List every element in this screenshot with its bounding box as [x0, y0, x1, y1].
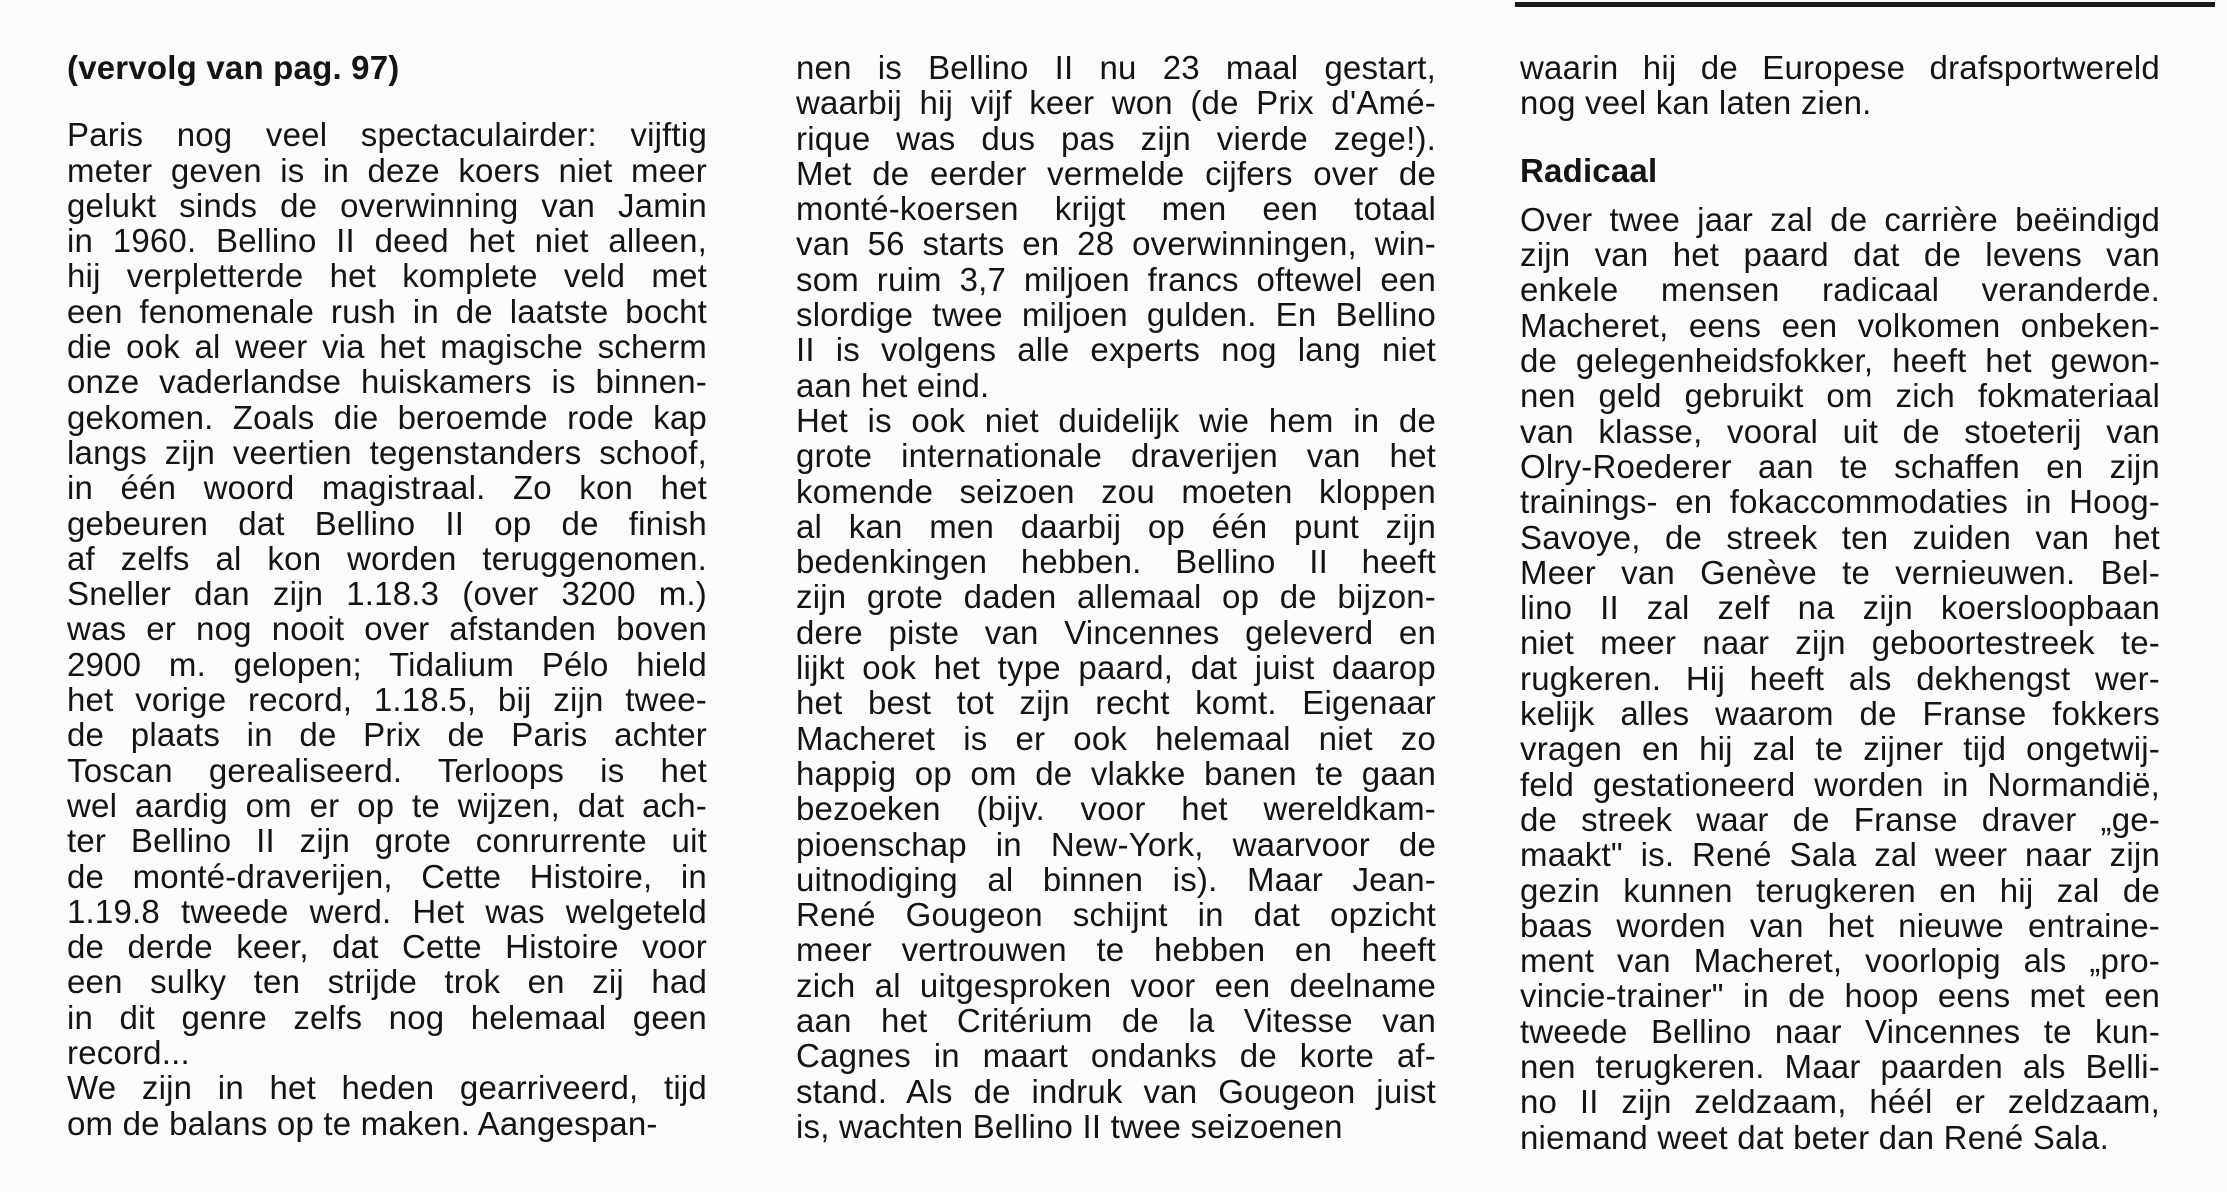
paragraph — [796, 403, 1436, 1144]
column-2 — [796, 50, 1436, 1144]
text-line: aan het Critérium de la Vitesse van — [796, 1002, 1436, 1040]
text-line: Macheret, eens een volkomen onbeken- — [1520, 306, 2160, 344]
text-line: vincie-trainer" in de hoop eens met een — [1520, 977, 2160, 1015]
text-line: niemand weet dat beter dan René Sala. — [1520, 1118, 2109, 1156]
text-line: een sulky ten strijde trok en zij had — [67, 963, 707, 1001]
text-line: zich al uitgesproken voor een deelname — [796, 966, 1436, 1004]
text-line: gelukt sinds de overwinning van Jamin — [67, 186, 707, 224]
text-line: in één woord magistraal. Zo kon het — [67, 469, 707, 507]
paragraph — [67, 117, 707, 1070]
text-line: bezoeken (bijv. voor het wereldkam- — [796, 790, 1436, 828]
text-line: in dit genre zelfs nog helemaal geen — [67, 998, 707, 1036]
text-line: maakt" is. René Sala zal weer naar zijn — [1520, 836, 2160, 874]
text-line: grote internationale draverijen van het — [796, 437, 1436, 475]
text-line: Sneller dan zijn 1.18.3 (over 3200 m.) — [67, 575, 707, 613]
text-line: 2900 m. gelopen; Tidalium Pélo hield — [67, 645, 707, 683]
text-line: We zijn in het heden gearriveerd, tijd — [67, 1069, 707, 1107]
text-line: kelijk alles waarom de Franse fokkers — [1520, 695, 2160, 733]
text-line: het vorige record, 1.18.5, bij zijn twee- — [67, 681, 707, 719]
text-line: 1.19.8 tweede werd. Het was welgeteld — [67, 892, 707, 930]
text-line: langs zijn veertien tegenstanders schoof, — [67, 433, 707, 471]
section-heading: Radicaal — [1520, 151, 1658, 189]
text-line: gebeuren dat Bellino II op de finish — [67, 504, 707, 542]
text-line: meter geven is in deze koers niet meer — [67, 151, 707, 189]
column-1 — [67, 50, 707, 1141]
text-line: Macheret is er ook helemaal niet zo — [796, 719, 1436, 757]
text-line: was er nog nooit over afstanden boven — [67, 610, 707, 648]
text-line: rique was dus pas zijn vierde zege!). — [796, 119, 1436, 157]
text-line: ment van Macheret, voorlopig als „pro- — [1520, 942, 2160, 980]
text-line: af zelfs al kon worden teruggenomen. — [67, 539, 707, 577]
text-line: gekomen. Zoals die beroemde rode kap — [67, 398, 707, 436]
text-line: de monté-draverijen, Cette Histoire, in — [67, 857, 707, 895]
text-line: René Gougeon schijnt in dat opzicht — [796, 896, 1436, 934]
text-line: onze vaderlandse huiskamers is binnen- — [67, 363, 707, 401]
text-line: Het is ook niet duidelijk wie hem in de — [796, 401, 1436, 439]
paragraph — [796, 50, 1436, 403]
text-line: nen terugkeren. Maar paarden als Belli- — [1520, 1048, 2160, 1086]
text-line: het best tot zijn recht komt. Eigenaar — [796, 684, 1436, 722]
text-line: komende seizoen zou moeten kloppen — [796, 472, 1436, 510]
text-line: rugkeren. Hij heeft als dekhengst wer- — [1520, 659, 2160, 697]
text-line: Toscan gerealiseerd. Terloops is het — [67, 751, 707, 789]
text-line: enkele mensen radicaal veranderde. — [1520, 271, 2160, 309]
text-line: van 56 starts en 28 overwinningen, win- — [796, 225, 1436, 263]
text-line: uitnodiging al binnen is). Maar Jean- — [796, 860, 1436, 898]
text-line: Meer van Genève te vernieuwen. Bel- — [1520, 553, 2160, 591]
text-line: nog veel kan laten zien. — [1520, 84, 1872, 122]
text-line: zijn grote daden allemaal op de bijzon- — [796, 578, 1436, 616]
text-line: al kan men daarbij op één punt zijn — [796, 507, 1436, 545]
text-line: wel aardig om er op te wijzen, dat ach- — [67, 786, 707, 824]
text-line: II is volgens alle experts nog lang niet — [796, 331, 1436, 369]
top-rule — [1515, 2, 2215, 7]
text-line: Paris nog veel spectaculairder: vijftig — [67, 116, 707, 154]
text-line: Over twee jaar zal de carrière beëindigd — [1520, 200, 2160, 238]
text-line: trainings- en fokaccommodaties in Hoog- — [1520, 483, 2160, 521]
paragraph — [67, 1070, 707, 1141]
text-line: som ruim 3,7 miljoen francs oftewel een — [796, 260, 1436, 298]
text-line: lino II zal zelf na zijn koersloopbaan — [1520, 589, 2160, 627]
text-line: de streek waar de Franse draver „ge- — [1520, 800, 2160, 838]
text-line: de gelegenheidsfokker, heeft het gewon- — [1520, 342, 2160, 380]
text-line: ter Bellino II zijn grote conrurrente uit — [67, 822, 707, 860]
text-line: pioenschap in New-York, waarvoor de — [796, 825, 1436, 863]
text-line: in 1960. Bellino II deed het niet alleen, — [67, 222, 707, 260]
text-line: Olry-Roederer aan te schaffen en zijn — [1520, 447, 2160, 485]
text-line: lijkt ook het type paard, dat juist daarop — [796, 649, 1436, 687]
text-line: de plaats in de Prix de Paris achter — [67, 716, 707, 754]
text-line: no II zijn zeldzaam, héél er zeldzaam, — [1520, 1083, 2160, 1121]
text-line: om de balans op te maken. Aangespan- — [67, 1104, 658, 1142]
text-line: Savoye, de streek ten zuiden van het — [1520, 518, 2160, 556]
text-line: hij verpletterde het komplete veld met — [67, 257, 707, 295]
text-line: record... — [67, 1034, 190, 1072]
text-line: een fenomenale rush in de laatste bocht — [67, 292, 707, 330]
text-line: nen is Bellino II nu 23 maal gestart, — [796, 49, 1436, 86]
text-line: tweede Bellino naar Vincennes te kun- — [1520, 1012, 2160, 1050]
paragraph — [1520, 50, 2160, 121]
text-line: nen geld gebruikt om zich fokmateriaal — [1520, 377, 2160, 415]
text-line: dere piste van Vincennes geleverd en — [796, 613, 1436, 651]
text-line: monté-koersen krijgt men een totaal — [796, 190, 1436, 228]
text-line: gezin kunnen terugkeren en hij zal de — [1520, 871, 2160, 909]
text-line: de derde keer, dat Cette Histoire voor — [67, 928, 707, 966]
text-line: stand. Als de indruk van Gougeon juist — [796, 1072, 1436, 1110]
text-line: waarbij hij vijf keer won (de Prix d'Amé- — [796, 84, 1436, 122]
text-line: Cagnes in maart ondanks de korte af- — [796, 1037, 1436, 1075]
text-line: zijn van het paard dat de levens van — [1520, 236, 2160, 274]
text-line: feld gestationeerd worden in Normandië, — [1520, 765, 2160, 803]
text-line: bedenkingen hebben. Bellino II heeft — [796, 543, 1436, 581]
text-line: is, wachten Bellino II twee seizoenen — [796, 1107, 1343, 1145]
text-line: baas worden van het nieuwe entraine- — [1520, 906, 2160, 944]
paragraph — [1520, 202, 2160, 1155]
column-3 — [1520, 50, 2160, 1155]
text-line: happig op om de vlakke banen te gaan — [796, 754, 1436, 792]
text-line: meer vertrouwen te hebben en heeft — [796, 931, 1436, 969]
continuation-heading: (vervolg van pag. 97) — [67, 49, 400, 86]
text-line: aan het eind. — [796, 366, 990, 404]
text-line: die ook al weer via het magische scherm — [67, 328, 707, 366]
text-line: van klasse, vooral uit de stoeterij van — [1520, 412, 2160, 450]
text-line: waarin hij de Europese drafsportwereld — [1520, 49, 2160, 86]
text-line: Met de eerder vermelde cijfers over de — [796, 154, 1436, 192]
text-line: vragen en hij zal te zijner tijd ongetwij- — [1520, 730, 2160, 768]
text-line: slordige twee miljoen gulden. En Bellino — [796, 296, 1436, 334]
text-line: niet meer naar zijn geboortestreek te- — [1520, 624, 2160, 662]
